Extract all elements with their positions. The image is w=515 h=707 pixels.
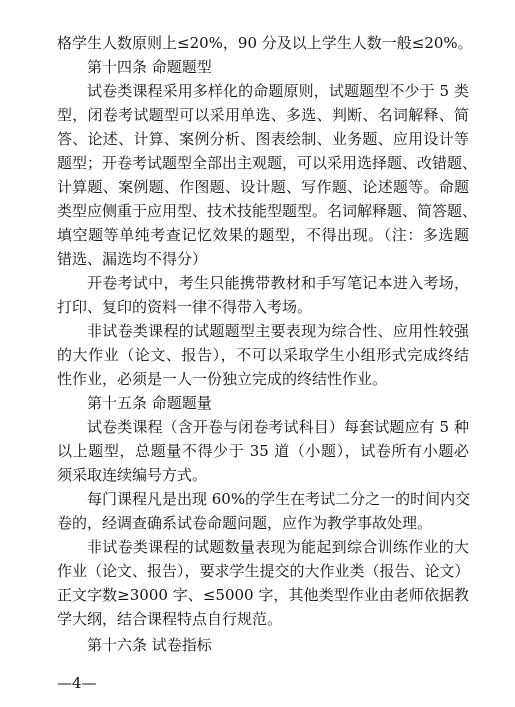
text-line: 每门课程凡是出现 60%的学生在考试二分之一的时间内交 <box>87 490 471 508</box>
page-number: —4— <box>57 674 97 692</box>
text-line: 开卷考试中，考生只能携带教材和手写笔记本进入考场， <box>87 274 469 292</box>
text-line: 卷的，经调查确系试卷命题问题，应作为教学事故处理。 <box>57 514 433 532</box>
text-line: 以上题型，总题量不得少于 35 道（小题），试卷所有小题必 <box>57 442 469 460</box>
text-line: 学大纲，结合课程特点自行规范。 <box>57 610 283 628</box>
text-line: 题型；开卷考试题型全部出主观题，可以采用选择题、改错题、 <box>57 154 478 172</box>
text-line: 打印、复印的资料一律不得带入考场。 <box>57 298 313 316</box>
text-line: 的大作业（论文、报告），不可以采取学生小组形式完成终结 <box>57 346 469 364</box>
text-line: 型，闭卷考试题型可以采用单选、多选、判断、名词解释、简 <box>57 106 469 124</box>
text-line: 计算题、案例题、作图题、设计题、写作题、论述题等。命题 <box>57 178 469 196</box>
text-line: 类型应侧重于应用型、技术技能型题型。名词解释题、简答题、 <box>57 202 478 220</box>
text-line: 格学生人数原则上≤20%，90 分及以上学生人数一般≤20%。 <box>57 34 473 52</box>
text-line: 正文字数≥3000 字、≤5000 字，其他类型作业由老师依据教 <box>57 586 469 604</box>
text-line: 须采取连续编号方式。 <box>57 466 208 484</box>
text-line: 试卷类课程采用多样化的命题原则，试题题型不少于 5 类 <box>87 82 469 100</box>
text-line: 作业（论文、报告），要求学生提交的大作业类（报告、论文） <box>57 562 470 580</box>
article-heading: 第十四条 命题题型 <box>87 58 212 76</box>
text-line: 非试卷类课程的试题题型主要表现为综合性、应用性较强 <box>87 322 469 340</box>
text-line: 非试卷类课程的试题数量表现为能起到综合训练作业的大 <box>87 538 469 556</box>
text-line: 性作业，必须是一人一份独立完成的终结性作业。 <box>57 370 388 388</box>
text-line: 答、论述、计算、案例分析、图表绘制、业务题、应用设计等 <box>57 130 469 148</box>
article-heading: 第十五条 命题题量 <box>87 394 212 412</box>
text-line: 错选、漏选均不得分） <box>57 250 208 268</box>
text-line: 填空题等单纯考查记忆效果的题型，不得出现。（注：多选题 <box>57 226 469 244</box>
article-heading: 第十六条 试卷指标 <box>87 636 212 654</box>
text-line: 试卷类课程（含开卷与闭卷考试科目）每套试题应有 5 种 <box>87 418 469 436</box>
